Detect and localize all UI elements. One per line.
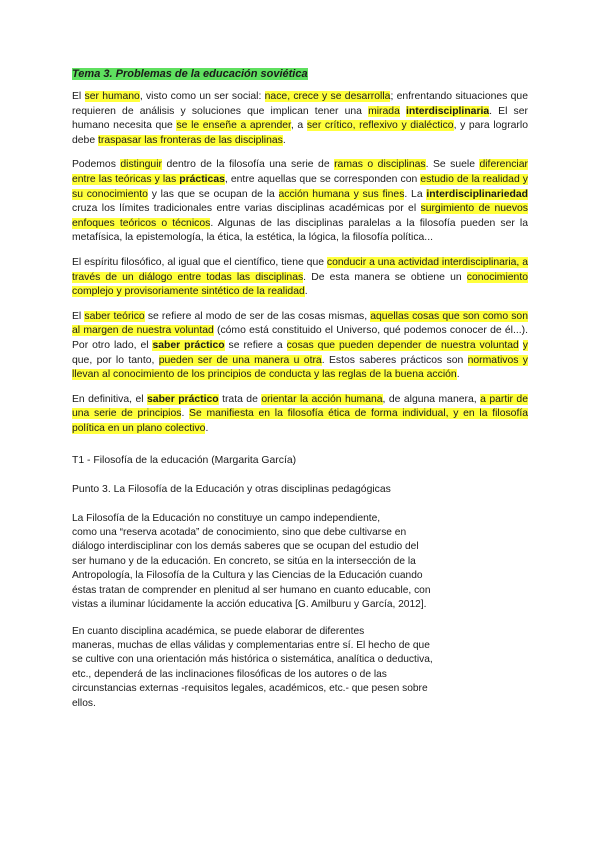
text-line: como una “reserva acotada” de conocimiento, sino que debe cultivarse en: [72, 527, 407, 539]
text-run: cruza los límites tradicionales entre varias disciplinas académicas por el: [72, 203, 421, 215]
text-run: , visto como un ser social:: [139, 91, 265, 102]
text-line: maneras, muchas de ellas válidas y complementarias entre sí. El hecho de que: [72, 639, 430, 651]
text-run: El: [72, 91, 85, 102]
highlighted-text: interdisciplinaria: [406, 105, 490, 117]
text-run: .: [181, 408, 190, 420]
quoted-paragraph: [72, 512, 528, 613]
text-line: se cultive con una orientación más histórica o sistemática, analítica o deductiva,: [72, 654, 433, 666]
text-run: . De esta manera se obtiene un: [303, 271, 467, 283]
highlighted-text: interdisciplinariedad: [426, 188, 528, 200]
text-run: y las que se ocupan de la: [147, 188, 279, 200]
text-line: circunstancias externas -requisitos legales, académicos, etc.- que pesen sobre: [72, 683, 428, 695]
highlighted-text: mirada: [368, 105, 400, 117]
highlighted-text: conducir a una actividad interdisciplinaria, a través de un diálogo entre todas las disciplinas: [72, 256, 528, 283]
paragraph: [72, 158, 528, 246]
highlighted-text: cosas que pueden depender de nuestra voluntad: [286, 339, 519, 351]
text-line: ellos.: [72, 697, 96, 709]
highlighted-text: surgimiento de nuevos enfoques teóricos o técnicos: [72, 203, 528, 229]
highlighted-text: y: [522, 339, 528, 351]
highlighted-text: estudio de la realidad y su conocimiento: [72, 173, 529, 200]
highlighted-text: prácticas: [179, 173, 225, 185]
text-run: trata de: [218, 393, 262, 405]
highlighted-text: ser humano: [84, 91, 140, 102]
text-run: . Estos saberes prácticos son: [321, 354, 468, 366]
text-line: En cuanto disciplina académica, se puede elaborar de diferentes: [72, 625, 365, 637]
text-run: En definitiva, el: [72, 393, 148, 405]
text-run: ; enfrentando situaciones que requieren de análisis y soluciones que implican tener una: [72, 91, 528, 117]
highlighted-text: nace, crece y se desarrolla: [264, 91, 391, 102]
text-run: se refiere a: [224, 339, 287, 351]
highlighted-text: orientar la acción humana: [261, 393, 383, 405]
highlighted-text: conocimiento complejo y provisoriamente sintético de la realidad: [72, 271, 528, 298]
text-run: . Algunas de las disciplinas paralelas a la filosofía pueden ser la metafísica, la epistemología, la ética, la estética, la lógica, la filosofía política...: [72, 217, 528, 244]
highlighted-text: saber práctico: [147, 393, 219, 405]
text-run: . El ser humano necesita que: [72, 105, 528, 132]
highlighted-text: a partir de una serie de principios: [72, 393, 528, 420]
highlighted-text: ser crítico, reflexivo y dialéctico: [306, 120, 454, 132]
text-run: Podemos: [72, 159, 121, 171]
text-run: , entre aquellas que se corresponden con: [224, 173, 421, 185]
document-title: [72, 68, 528, 80]
section-heading-t1: T1 - Filosofía de la educación (Margarita García): [72, 455, 297, 467]
text-run: . Se suele: [425, 159, 480, 171]
text-run: .: [282, 134, 286, 146]
text-run: , y para lograrlo debe: [72, 120, 528, 146]
paragraph: [72, 310, 528, 383]
section-heading-punto3: Punto 3. La Filosofía de la Educación y otras disciplinas pedagógicas: [72, 484, 391, 496]
text-run: El espíritu filosófico, al igual que el científico, tiene que: [72, 256, 327, 268]
text-run: .: [304, 286, 308, 298]
text-run: , a: [290, 120, 307, 132]
text-line: éstas tratan de comprender en plenitud al ser humano en cuanto educable, con: [72, 584, 431, 596]
text-line: etc., dependerá de las inclinaciones filosóficas de los autores o de las: [72, 668, 387, 680]
highlighted-text: ramas o disciplinas: [334, 159, 426, 171]
text-run: .: [456, 369, 460, 381]
paragraph: [72, 256, 528, 300]
text-line: ser humano y de la educación. En concreto, se sitúa en la intersección de la: [72, 555, 416, 567]
notes-section: [72, 90, 528, 436]
text-line: La Filosofía de la Educación no constituye un campo independiente,: [72, 512, 381, 524]
text-run: .: [205, 422, 209, 434]
highlighted-text: pueden ser de una manera u otra: [158, 354, 322, 366]
document-title-text: Tema 3. Problemas de la educación soviética: [72, 68, 308, 80]
text-line: diálogo interdisciplinar con los demás saberes que se ocupan del estudio del: [72, 541, 419, 553]
quoted-paragraph: [72, 625, 528, 711]
highlighted-text: diferenciar entre las teóricas y las: [72, 159, 528, 185]
highlighted-text: Se manifiesta en la filosofía ética de forma individual, y en la filosofía política en un plano colectivo: [72, 408, 529, 434]
text-line: vistas a iluminar lúcidamente la acción educativa [G. Amilburu y García, 2012].: [72, 599, 427, 611]
text-run: . La: [404, 188, 427, 200]
paragraph: [72, 393, 528, 437]
text-run: El: [72, 310, 85, 322]
text-run: que, por lo tanto,: [72, 354, 159, 366]
highlighted-text: normativos y llevan al conocimiento de los principios de conducta y las reglas de la buena acción: [72, 354, 528, 381]
text-run: , de alguna manera,: [382, 393, 481, 405]
highlighted-text: traspasar las fronteras de las disciplinas: [98, 134, 283, 146]
quoted-text-section: [72, 512, 528, 711]
text-run: dentro de la filosofía una serie de: [161, 159, 335, 171]
highlighted-text: acción humana y sus fines: [278, 188, 405, 200]
highlighted-text: distinguir: [120, 159, 162, 171]
paragraph: [72, 90, 528, 148]
highlighted-text: saber práctico: [152, 339, 225, 351]
text-run: se refiere al modo de ser de las cosas mismas,: [144, 310, 371, 322]
highlighted-text: aquellas cosas que son como son al margen de nuestra voluntad: [72, 310, 528, 337]
text-run: (cómo está constituido el Universo, qué podemos conocer de él...). Por otro lado, el: [72, 325, 528, 351]
highlighted-text: saber teórico: [84, 310, 145, 322]
text-line: Antropología, la Filosofía de la Cultura y las Ciencias de la Educación cuando: [72, 570, 423, 582]
highlighted-text: se le enseñe a aprender: [176, 120, 291, 132]
